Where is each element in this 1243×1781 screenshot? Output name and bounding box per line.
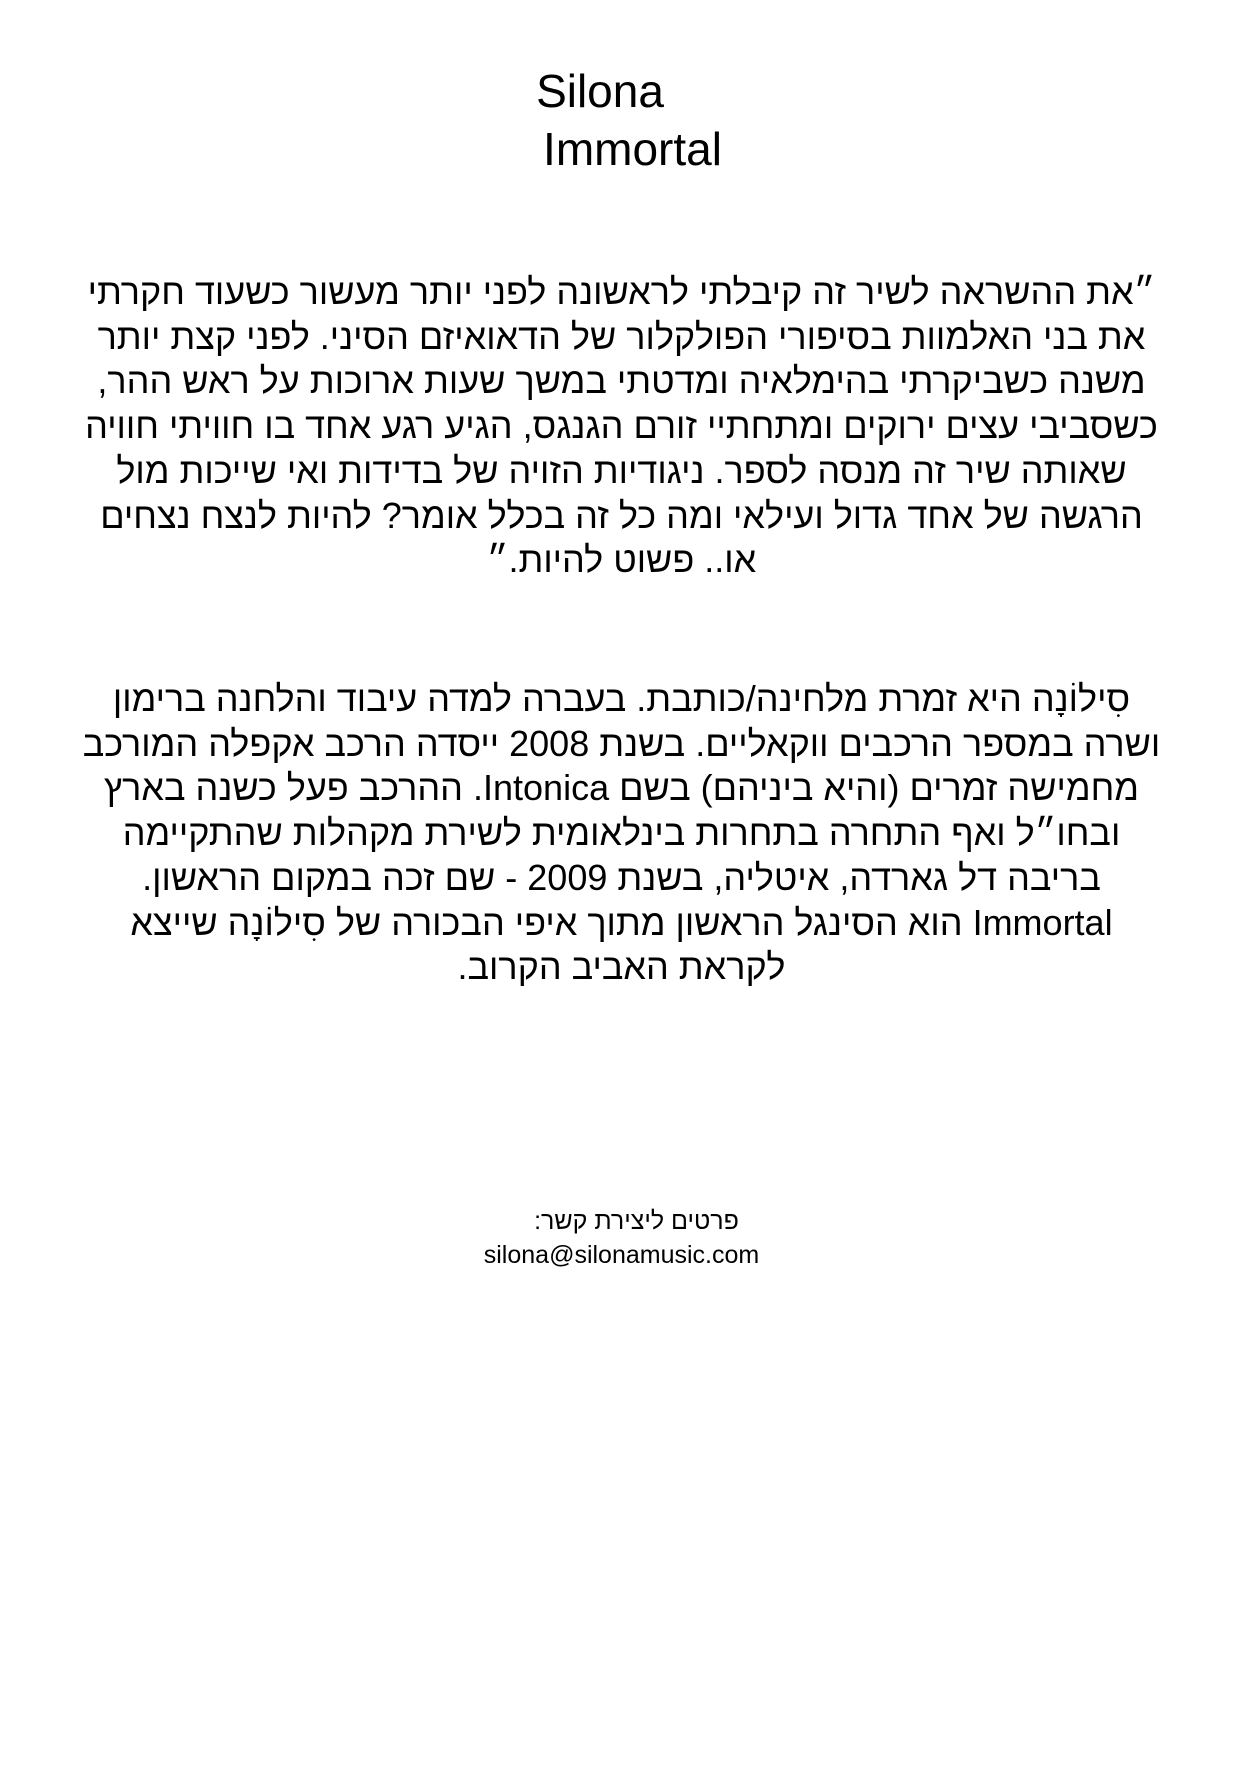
artist-quote-paragraph (0, 270, 1243, 583)
quote-line: או.. פשוט להיות.״ (486, 539, 757, 581)
document-title (0, 62, 1243, 178)
quote-line: משנה כשביקרתי בהימלאיה ומדטתי במשך שעות ארוכות על ראש ההר, (97, 360, 1146, 402)
contact-email: silona@silonamusic.com (483, 1241, 760, 1269)
bio-line: ובחו״ל ואף התחרה בתחרות בינלאומית לשירת מקהלות שהתקיימה (122, 812, 1121, 854)
bio-line: Immortal הוא הסינגל הראשון מתוך איפי הבכורה של סִילוֹנָה שייצא (130, 901, 1113, 943)
song-title: Immortal (543, 123, 722, 175)
quote-line: שאותה שיר זה מנסה לספר. ניגודיות הזויה של בדידות ואי שייכות מול (116, 449, 1127, 491)
artist-name: Silona (536, 65, 664, 117)
biography-paragraph (0, 677, 1243, 990)
quote-line: כשסביבי עצים ירוקים ומתחתיי זורם הגנגס, הגיע רגע אחד בו חוויתי חוויה (85, 405, 1158, 447)
bio-line: מחמישה זמרים (והיא ביניהם) בשם Intonica. ההרכב פעל כשנה בארץ (103, 767, 1140, 809)
bio-line: ושרה במספר הרכבים ווקאליים. בשנת 2008 ייסדה הרכב אקפלה המורכב (82, 722, 1161, 764)
quote-line: הרגשה של אחד גדול ועילאי ומה כל זה בכלל אומר? להיות לנצח נצחים (100, 494, 1143, 536)
quote-line: את בני האלמוות בסיפורי הפולקלור של הדאואיזם הסיני. לפני קצת יותר (97, 315, 1146, 357)
contact-details (0, 1204, 1243, 1272)
bio-line: בריבה דל גארדה, איטליה, בשנת 2009 - שם זכה במקום הראשון. (142, 856, 1101, 898)
contact-label: פרטים ליצירת קשר: (534, 1207, 739, 1235)
quote-line: ״את ההשראה לשיר זה קיבלתי לראשונה לפני יותר מעשור כשעוד חקרתי (87, 271, 1156, 312)
bio-line: סִילוֹנָה היא זמרת מלחינה/כותבת. בעברה למדה עיבוד והלחנה ברימון (112, 678, 1131, 719)
bio-line: לקראת האביב הקרוב. (457, 946, 786, 988)
